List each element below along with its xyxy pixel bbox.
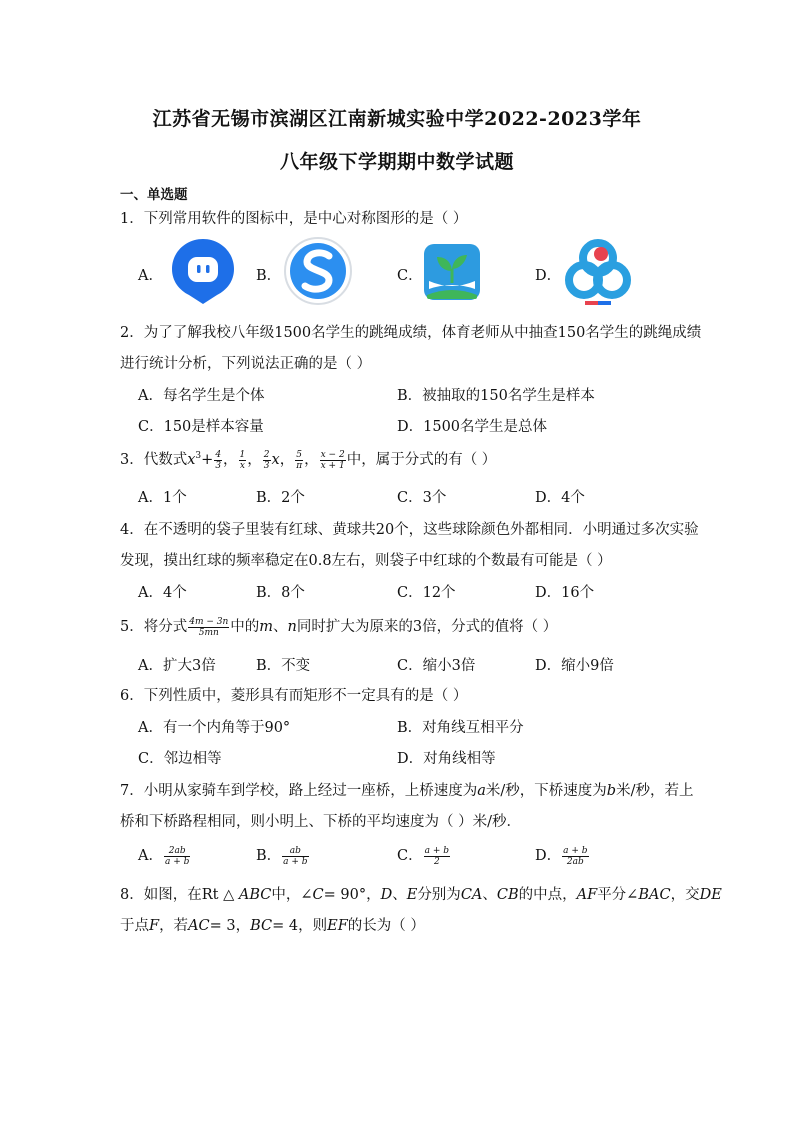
q3-f1-num: 4 [215,449,222,460]
q7-d-fraction [562,846,588,867]
q8-abc: ABC [238,887,272,903]
q7-b-den: a + b [283,856,308,867]
q4-option-d: D．16个 [535,585,595,601]
q3-suffix: 中，属于分式的有（ ） [346,452,497,468]
q1-option-c-label: C． [397,268,423,284]
q3-f4-num: 5 [296,449,303,460]
q3-fraction-3 [263,450,271,471]
q7-var-a: a [477,783,486,799]
q7-b-fraction [282,846,308,867]
q3-f2-den: x [239,460,245,471]
q7-option-c [397,844,451,867]
q3-fraction-2 [239,450,247,471]
q7-text-3: 米/秒，若上 [616,783,694,799]
q5-fraction [188,617,229,638]
q3-fraction-5 [320,450,346,471]
q3-var-x-2: x [271,452,280,468]
question-8-stem-line-1 [120,883,722,904]
cloud-rings-app-icon [561,236,635,314]
q7-b-num: ab [282,846,308,857]
q5-option-d: D．缩小9倍 [535,658,614,674]
q8-t6: 、 [482,887,497,903]
s-logo-app-icon [283,236,353,310]
q3-fraction-1 [214,450,222,471]
q5-option-c: C．缩小3倍 [397,658,476,674]
q3-option-a: A．1个 [138,490,187,506]
q2-option-b: B．被抽取的150名学生是样本 [397,388,595,404]
q8-c: C [312,887,324,903]
q5-option-b: B．不变 [256,658,311,674]
q5-tail: 同时扩大为原来的3倍，分式的值将（ ） [296,619,558,635]
question-6-stem: 6．下列性质中，菱形具有而矩形不一定具有的是（ ） [120,688,468,704]
q7-a-den: a + b [164,856,190,867]
question-5-stem [120,615,557,638]
q7-text-1: 7．小明从家骑车到学校，路上经过一座桥，上桥速度为 [120,783,478,799]
q7-d-label: D． [535,848,562,864]
q3-option-b: B．2个 [256,490,305,506]
q2-option-c: C．150是样本容量 [138,419,264,435]
q5-var-m: m [259,619,274,635]
q6-option-c: C．邻边相等 [138,751,222,767]
q7-a-num: 2ab [164,846,190,857]
q4-option-a: A．4个 [138,585,187,601]
q3-comma-1: ， [223,452,238,468]
q3-f3-den: 3 [263,460,270,471]
q8-l2-t2: ，若 [159,918,189,934]
chat-bubble-app-icon [170,237,236,309]
q7-option-d [535,844,590,867]
q3-f4-den: π [296,460,303,471]
q2-option-a: A．每名学生是个体 [138,388,265,404]
q4-option-b: B．8个 [256,585,305,601]
q8-l2-t4: = 4，则 [272,918,328,934]
q8-de: DE [699,887,722,903]
q7-option-a [138,844,191,867]
q7-b-label: B． [256,848,282,864]
q2-option-d: D．1500名学生是总体 [397,419,548,435]
q5-option-a: A．扩大3倍 [138,658,216,674]
document-title-line-1: 江苏省无锡市滨湖区江南新城实验中学2022-2023学年 [152,108,642,130]
question-3-stem [120,448,496,471]
q8-f: F [149,918,160,934]
question-2-stem-line-2: 进行统计分析，下列说法正确的是（ ） [120,356,372,372]
q4-option-c: C．12个 [397,585,456,601]
q7-c-fraction [424,846,450,867]
q5-frac-den: 5mn [198,627,219,638]
q5-suffix: 中的 [230,619,260,635]
q3-plus: + [201,452,214,468]
q7-c-num: a + b [424,845,449,856]
q8-l2-t5: 的长为（ ） [347,918,425,934]
q7-option-b [256,844,310,867]
q8-t5: 分别为 [417,887,461,903]
q8-l2-t3: = 3， [209,918,251,934]
q3-comma-4: ， [304,452,319,468]
q6-option-a: A．有一个内角等于90° [138,720,291,736]
q8-bc: BC [250,918,273,934]
q3-f5-den: x + 1 [320,460,345,471]
q1-option-d-label: D． [535,268,562,284]
question-4-stem-line-1: 4．在不透明的袋子里装有红球、黄球共20个，这些球除颜色外都相同．小明通过多次实验 [120,522,699,538]
q3-var-x: x [187,452,196,468]
q8-t4: 、 [392,887,407,903]
q8-e: E [406,887,418,903]
q7-text-2: 米/秒，下桥速度为 [485,783,607,799]
question-2-stem-line-1: 2．为了了解我校八年级1500名学生的跳绳成绩，体育老师从中抽查150名学生的跳绳成绩 [120,325,702,341]
q7-a-label: A． [138,848,163,864]
q5-sep: 、 [273,619,288,635]
q7-var-b: b [606,783,617,799]
q3-fraction-4 [295,450,303,471]
q8-bac: BAC [638,887,671,903]
document-title-line-2: 八年级下学期期中数学试题 [279,151,514,173]
sprout-app-icon [423,243,481,305]
q7-c-label: C． [397,848,423,864]
q8-t1: 8．如图，在Rt △ [120,887,239,903]
q3-f3-num: 2 [263,449,270,460]
question-7-stem-line-2: 桥和下桥路程相同，则小明上、下桥的平均速度为（ ）米/秒． [120,814,521,830]
q8-t3: = 90°， [323,887,381,903]
q8-ca: CA [460,887,483,903]
q6-option-d: D．对角线相等 [397,751,496,767]
q8-ef: EF [327,918,348,934]
question-1-stem: 1．下列常用软件的图标中，是中心对称图形的是（ ） [120,211,468,227]
q7-d-den: 2ab [566,856,584,867]
q8-t9: ，交 [670,887,700,903]
question-8-stem-line-2 [120,914,425,935]
question-7-stem-line-1 [120,779,693,800]
q8-l2-t1: 于点 [120,918,149,934]
q5-var-n: n [287,619,297,635]
q3-prefix: 3．代数式 [120,452,188,468]
question-4-stem-line-2: 发现，摸出红球的频率稳定在0.8左右，则袋子中红球的个数最有可能是（ ） [120,553,612,569]
q8-d: D [380,887,393,903]
q7-c-den: 2 [433,856,440,867]
q3-f2-num: 1 [239,449,246,460]
q7-d-num: a + b [563,845,588,856]
q3-f1-den: 3 [215,460,222,471]
q1-option-b-label: B． [256,268,282,284]
q3-comma-3: ， [279,452,295,468]
q3-option-d: D．4个 [535,490,585,506]
q8-t7: 的中点， [518,887,577,903]
q3-comma-2: ， [247,452,262,468]
q8-ac: AC [188,918,210,934]
q3-option-c: C．3个 [397,490,447,506]
q8-t8: 平分∠ [597,887,639,903]
q8-t2: 中，∠ [271,887,313,903]
q8-cb: CB [496,887,519,903]
q5-frac-num: 4m − 3n [189,616,229,627]
q6-option-b: B．对角线互相平分 [397,720,524,736]
section-heading: 一、单选题 [120,187,188,203]
q3-f5-num: x − 2 [320,449,345,460]
q8-af: AF [576,887,598,903]
q3-exponent: 3 [195,451,202,462]
q5-prefix: 5．将分式 [120,619,188,635]
q7-a-fraction [164,846,190,867]
q1-option-a-label: A． [138,268,163,284]
